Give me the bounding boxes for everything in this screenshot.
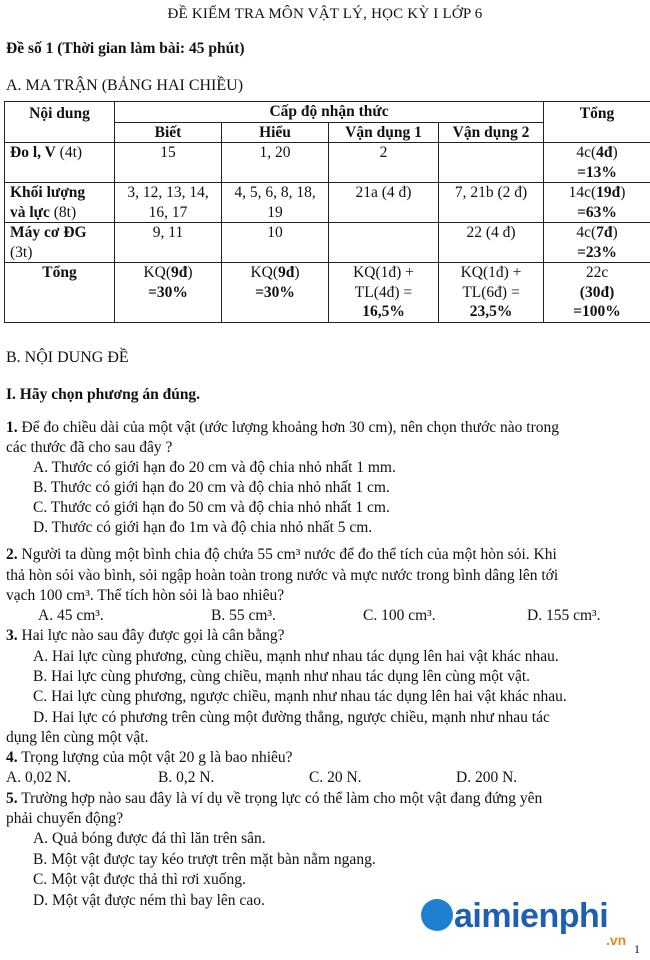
taimienphi-logo-icon [421,899,453,931]
cell-total: 14c(19đ) =63% [544,183,650,223]
q1-option-d: D. Thước có giới hạn đo 1m và độ chia nhỏ nhất 5 cm. [33,519,373,536]
q1-option-b: B. Thước có giới hạn đo 20 cm và độ chia nhỏ nhất 1 cm. [33,479,390,496]
q3-option-d-cont: dụng lên cùng một vật. [6,729,149,746]
cell: KQ(9đ) =30% [115,263,222,323]
question-2-cont: thả hòn sỏi vào bình, sỏi ngập hoàn toàn trong nước và mực nước trong bình dâng lên tới [6,567,559,584]
header-hieu: Hiểu [222,122,329,143]
q5-option-c: C. Một vật được thả thì rơi xuống. [33,871,246,888]
question-2: 2. Người ta dùng một bình chia độ chứa 55 cm³ nước để đo thể tích của một hòn sỏi. Khi [6,546,557,563]
q2-option-a: A. 45 cm³. [38,607,104,624]
row-name: Khối lượng và lực (8t) [5,183,115,223]
q2-option-d: D. 155 cm³. [527,607,601,624]
header-content: Nội dung [5,102,115,143]
cell: 4, 5, 6, 8, 18, 19 [222,183,329,223]
cell: 9, 11 [115,223,222,263]
question-4: 4. Trọng lượng của một vật 20 g là bao nhiêu? [6,749,293,766]
header-total: Tổng [544,102,650,143]
row-name: Máy cơ ĐG (3t) [5,223,115,263]
q3-option-c: C. Hai lực cùng phương, ngược chiều, mạnh như nhau tác dụng lên hai vật khác nhau. [33,688,567,705]
header-biet: Biết [115,122,222,143]
cell [439,143,544,183]
q3-option-b: B. Hai lực cùng phương, cùng chiều, mạnh như nhau tác dụng lên cùng một vật. [33,668,530,685]
row-name: Tổng [5,263,115,323]
cell: KQ(9đ) =30% [222,263,329,323]
q1-option-c: C. Thước có giới hạn đo 50 cm và độ chia nhỏ nhất 1 cm. [33,499,390,516]
q5-option-d: D. Một vật được ném thì bay lên cao. [33,892,265,909]
cell: 21a (4 đ) [329,183,439,223]
question-1-cont: các thước đã cho sau đây ? [6,439,173,456]
cell: 2 [329,143,439,183]
row-name: Đo l, V (4t) [5,143,115,183]
question-5: 5. Trường hợp nào sau đây là ví dụ về trọng lực có thể làm cho một vật đang đứng yên [6,790,543,807]
cell: 7, 21b (2 đ) [439,183,544,223]
header-level: Cấp độ nhận thức [115,102,544,123]
exam-title: ĐỀ KIỂM TRA MÔN VẬT LÝ, HỌC KỲ I LỚP 6 [167,6,483,22]
q5-option-a: A. Quả bóng được đá thì lăn trên sân. [33,830,266,847]
cell: 10 [222,223,329,263]
q4-option-a: A. 0,02 N. [6,769,72,786]
watermark-brand: aimienphi [454,897,609,935]
part-1-heading: I. Hãy chọn phương án đúng. [6,386,201,403]
q1-option-a: A. Thước có giới hạn đo 20 cm và độ chia nhỏ nhất 1 mm. [33,459,396,476]
matrix-table [4,101,650,323]
table-row [5,223,650,263]
header-vd2: Vận dụng 2 [439,122,544,143]
question-5-cont: phải chuyển động? [6,810,124,827]
q3-option-d: D. Hai lực có phương trên cùng một đường thẳng, ngược chiều, mạnh như nhau tác [33,709,550,726]
cell-total: 4c(4đ) =13% [544,143,650,183]
table-row [5,263,650,323]
cell-total: 4c(7đ) =23% [544,223,650,263]
question-3: 3. Hai lực nào sau đây được gọi là cân bằng? [6,627,285,644]
cell: 22 (4 đ) [439,223,544,263]
q5-option-b: B. Một vật được tay kéo trượt trên mặt bàn nằm ngang. [33,851,376,868]
section-b-heading: B. NỘI DUNG ĐỀ [6,349,129,366]
cell: 3, 12, 13, 14, 16, 17 [115,183,222,223]
question-2-cont2: vạch 100 cm³. Thể tích hòn sỏi là bao nhiêu? [6,587,285,604]
cell: 15 [115,143,222,183]
cell: KQ(1đ) + TL(6đ) = 23,5% [439,263,544,323]
page-number: 1 [634,942,640,956]
watermark-suffix: .vn [606,932,627,948]
exam-number: Đề số 1 (Thời gian làm bài: 45 phút) [6,40,245,57]
cell: KQ(1đ) + TL(4đ) = 16,5% [329,263,439,323]
table-row [5,143,650,183]
q2-option-c: C. 100 cm³. [363,607,436,624]
section-a-heading: A. MA TRẬN (BẢNG HAI CHIỀU) [6,77,244,94]
q4-option-c: C. 20 N. [309,769,362,786]
question-1: 1. Để đo chiều dài của một vật (ước lượng khoảng hơn 30 cm), nên chọn thước nào trong [6,419,559,436]
table-row [5,183,650,223]
q4-option-d: D. 200 N. [456,769,518,786]
cell [329,223,439,263]
header-vd1: Vận dụng 1 [329,122,439,143]
cell-total: 22c (30đ) =100% [544,263,650,323]
q2-option-b: B. 55 cm³. [211,607,276,624]
q3-option-a: A. Hai lực cùng phương, cùng chiều, mạnh như nhau tác dụng lên hai vật khác nhau. [33,648,559,665]
cell: 1, 20 [222,143,329,183]
q4-option-b: B. 0,2 N. [158,769,215,786]
